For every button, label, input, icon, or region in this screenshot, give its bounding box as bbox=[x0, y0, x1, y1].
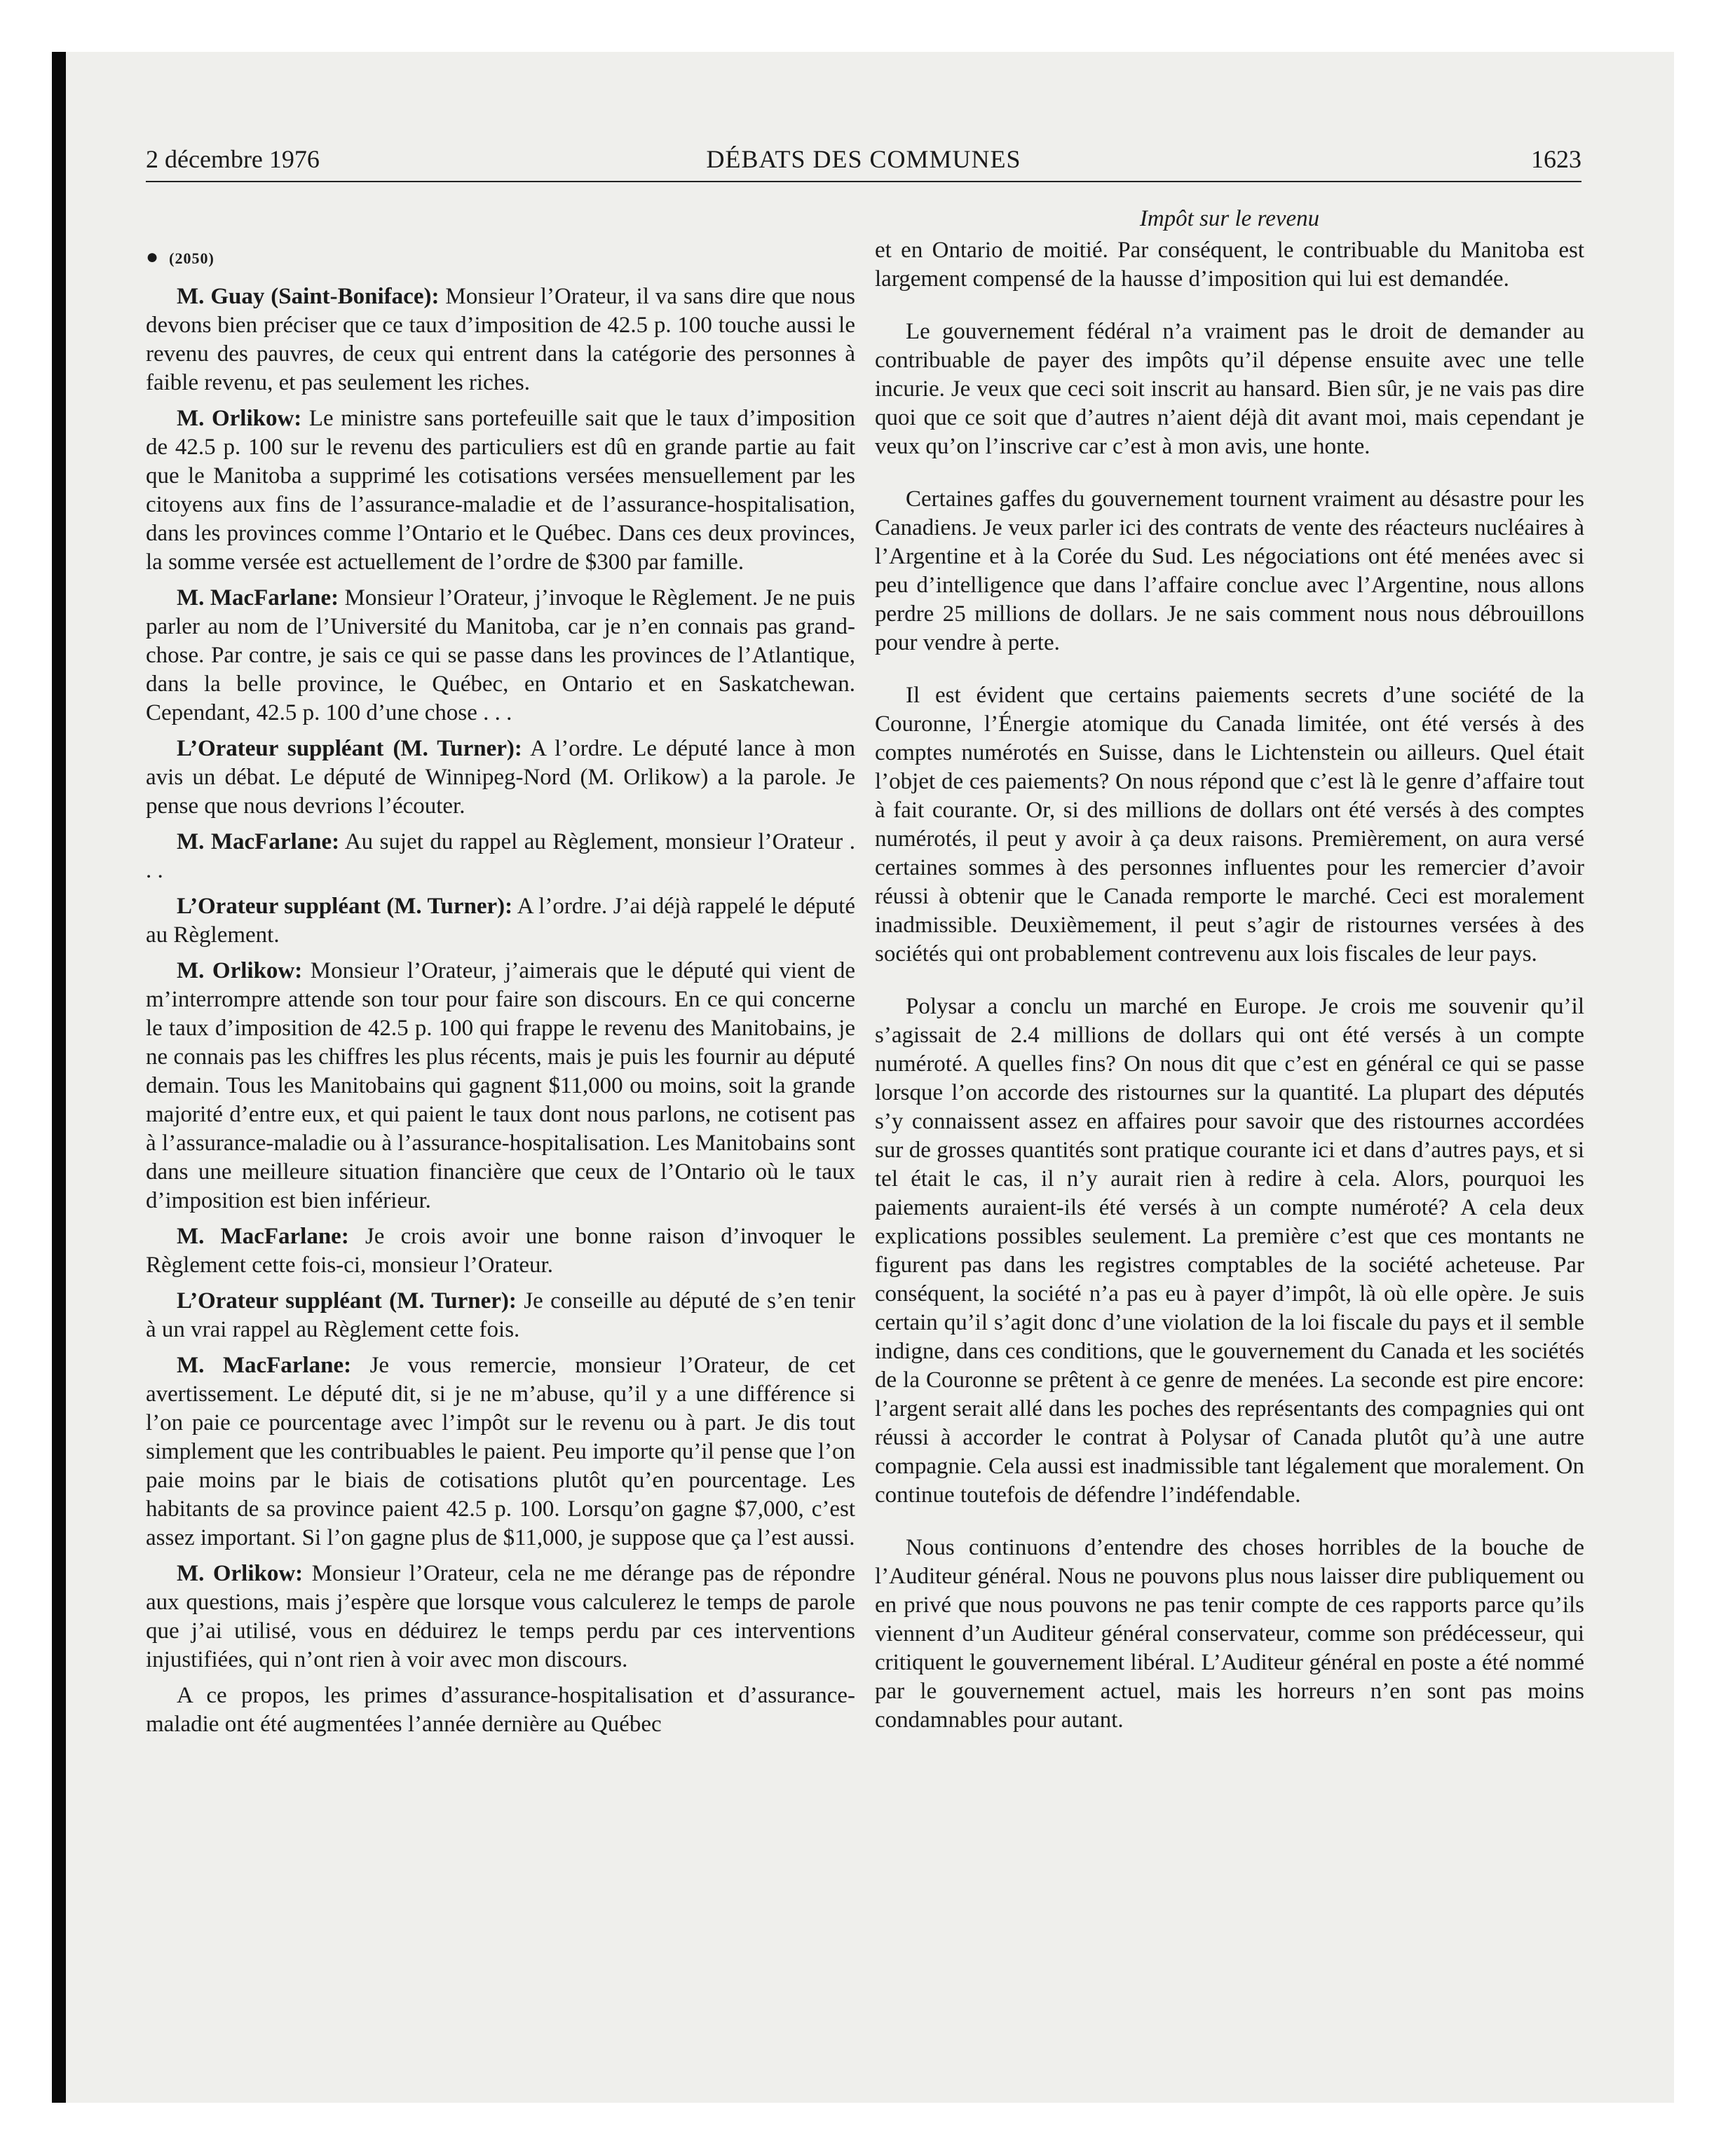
speech-text: Je crois avoir une bonne raison d’invoquer le Règlement cette fois-ci, monsieur l’Orateur. bbox=[146, 1224, 856, 1278]
speech-text: A l’ordre. Le député lance à mon avis un débat. Le député de Winnipeg-Nord (M. Orlikow) a la parole. Je pense que nous devrions l’écouter. bbox=[146, 736, 855, 819]
running-head: Impôt sur le revenu bbox=[1139, 206, 1320, 231]
speech-text: A l’ordre. J’ai déjà rappelé le député au Règlement. bbox=[146, 894, 856, 948]
time-marker-label: (2050) bbox=[169, 250, 215, 267]
paragraph bbox=[146, 1351, 855, 1553]
paragraph bbox=[146, 1287, 855, 1344]
paragraph bbox=[146, 1681, 855, 1739]
paragraph bbox=[146, 735, 855, 821]
speaker-name: M. Orlikow: bbox=[177, 1561, 304, 1586]
speaker-name: M. MacFarlane: bbox=[177, 1224, 349, 1249]
time-marker bbox=[146, 243, 855, 273]
speaker-name: M. Guay (Saint-Boniface): bbox=[177, 284, 440, 309]
paragraph bbox=[146, 1560, 855, 1674]
paragraph: et en Ontario de moitié. Par conséquent, le contribuable du Manitoba est largement compensé de la hausse d’imposition qui lui est demandée. bbox=[875, 238, 1584, 292]
header-page-number: 1623 bbox=[1531, 145, 1581, 173]
paragraph bbox=[146, 404, 855, 577]
right-column bbox=[875, 205, 1584, 1759]
header-rule bbox=[146, 181, 1581, 182]
paragraph bbox=[146, 584, 855, 728]
speech-text: Au sujet du rappel au Règlement, monsieur l’Orateur . . . bbox=[146, 829, 855, 883]
speech-text: A ce propos, les primes d’assurance-hospitalisation et d’assurance-maladie ont été augmentées l’année dernière au Québec bbox=[146, 1683, 855, 1737]
paragraph bbox=[146, 892, 855, 950]
paragraph: Il est évident que certains paiements secrets d’une société de la Couronne, l’Énergie atomique du Canada limitée, ont été versés à des comptes numérotés en Suisse, dans le Lichtenstein ou ailleurs. Quel était l’objet de ces paiements? On nous répond que c’est là le genre d’affaire tout à fait courante. Or, si des millions de dollars ont été versés à des comptes numérotés, il peut y avoir à ça deux raisons. Premièrement, on aura versé certaines sommes à des personnes influentes pour les remercier d’avoir réussi à obtenir que le Canada remporte le marché. Ceci est moralement inadmissible. Deuxièmement, il peut s’agir de ristournes versées à des sociétés qui ont probablement contrevenu aux lois fiscales de leur pays. bbox=[875, 683, 1584, 967]
paragraph bbox=[146, 282, 855, 397]
paragraph: Nous continuons d’entendre des choses horribles de la bouche de l’Auditeur général. Nous ne pouvons plus nous laisser dire publiquement ou en privé que nous pouvons ne pas tenir compte de ces rapports parce qu’ils viennent d’un Auditeur général conservateur, comme son prédécesseur, qui critiquent le gouvernement libéral. L’Auditeur général en poste a été nommé par le gouvernement actuel, mais les horreurs n’en sont pas moins condamnables pour autant. bbox=[875, 1535, 1584, 1733]
speaker-name: L’Orateur suppléant (M. Turner): bbox=[177, 736, 522, 761]
paragraph bbox=[146, 828, 855, 885]
header-publication: DÉBATS DES COMMUNES bbox=[706, 145, 1021, 173]
left-column bbox=[146, 205, 855, 1746]
speaker-name: M. Orlikow: bbox=[177, 406, 302, 431]
paragraph: Polysar a conclu un marché en Europe. Je crois me souvenir qu’il s’agissait de 2.4 millions de dollars qui ont été versés à un compte numéroté. A quelles fins? On nous dit que c’est en général ce qui se passe lorsque l’on accorde des ristournes sur la quantité. La plupart des députés s’y connaissent assez en affaires pour savoir que des ristournes accordées sur de grosses quantités sont pratique courante ici et dans d’autres pays, et si tel était le cas, il n’y aurait rien à redire à cela. Alors, pourquoi les paiements auraient-ils été versés à un compte numéroté? A cela deux explications possibles seulement. La première c’est que ces montants ne figurent pas dans les registres comptables de la société acheteuse. Par conséquent, la société n’a pas eu à payer d’impôt, là où elle opère. Je suis certain qu’il s’agit donc d’une violation de la loi fiscale du pays et il semble indigne, dans ces conditions, que le gouvernement du Canada et les sociétés de la Couronne se prêtent à ce genre de menées. La seconde est pire encore: l’argent serait allé dans les poches des représentants des compagnies qui ont réussi à accorder le contrat à Polysar of Canada plutôt qu’à une autre compagnie. Cela aussi est inadmissible tant légalement que moralement. On continue toutefois de défendre l’indéfendable. bbox=[875, 994, 1584, 1508]
speech-text: Le ministre sans portefeuille sait que le taux d’imposition de 42.5 p. 100 sur le revenu des particuliers est dû en grande partie au fait que le Manitoba a supprimé les cotisations versées mensuellement par les citoyens aux fins de l’assurance-maladie et de l’assurance-hospitalisation, dans les provinces comme l’Ontario et le Québec. Dans ces deux provinces, la somme versée est actuellement de l’ordre de $300 par famille. bbox=[146, 406, 855, 575]
paragraph: Le gouvernement fédéral n’a vraiment pas le droit de demander au contribuable de payer des impôts qu’il dépense ensuite avec une telle incurie. Je veux que ceci soit inscrit au hansard. Bien sûr, je ne vais pas dire quoi que ce soit que d’autres n’aient déjà dit avant moi, mais cependant je veux qu’on l’inscrive car c’est à mon avis, une honte. bbox=[875, 319, 1584, 459]
speaker-name: L’Orateur suppléant (M. Turner): bbox=[177, 894, 513, 919]
paragraph bbox=[146, 1222, 855, 1280]
speech-text: Monsieur l’Orateur, il va sans dire que nous devons bien préciser que ce taux d’imposition de 42.5 p. 100 touche aussi le revenu des pauvres, de ceux qui entrent dans la catégorie des personnes à faible revenu, et pas seulement les riches. bbox=[146, 284, 855, 395]
speech-text: Monsieur l’Orateur, j’aimerais que le député qui vient de m’interrompre attende son tour pour faire son discours. En ce qui concerne le taux d’imposition de 42.5 p. 100 qui frappe le revenu des Manitobains, je ne connais pas les chiffres les plus récents, mais je puis les fournir au député demain. Tous les Manitobains qui gagnent $11,000 ou moins, soit la grande majorité d’entre eux, et qui paient le taux dont nous parlons, ne cotisent pas à l’assurance-maladie ou à l’assurance-hospitalisation. Les Manitobains sont dans une meilleure situation financière que ceux de l’Ontario où le taux d’imposition est bien inférieur. bbox=[146, 958, 855, 1213]
speaker-name: M. MacFarlane: bbox=[177, 829, 340, 854]
speech-text: Je vous remercie, monsieur l’Orateur, de cet avertissement. Le député dit, si je ne m’abuse, qu’il y a une différence si l’on paie ce pourcentage avec l’impôt sur le revenu ou à part. Je dis tout simplement que les contribuables le paient. Peu importe qu’il pense que l’on paie moins par le biais de cotisations plutôt qu’en pourcentage. Les habitants de sa province paient 42.5 p. 100. Lorsqu’on gagne $7,000, c’est assez important. Si l’on gagne plus de $11,000, je suppose que ça l’est aussi. bbox=[146, 1353, 856, 1550]
scan-binding-edge bbox=[52, 52, 66, 2103]
speaker-name: M. MacFarlane: bbox=[177, 1353, 352, 1378]
speaker-name: M. MacFarlane: bbox=[177, 585, 339, 610]
speaker-name: L’Orateur suppléant (M. Turner): bbox=[177, 1288, 517, 1314]
page-header bbox=[146, 144, 1581, 181]
speech-text: Monsieur l’Orateur, j’invoque le Règlement. Je ne puis parler au nom de l’Université du Manitoba, car je n’en connais pas grand-chose. Par contre, je sais ce qui se passe dans les provinces de l’Atlantique, dans la belle province, le Québec, en Ontario et en Saskatchewan. Cependant, 42.5 p. 100 d’une chose . . . bbox=[146, 585, 856, 725]
speech-text: Monsieur l’Orateur, cela ne me dérange pas de répondre aux questions, mais j’espère que lorsque vous calculerez le temps de parole que j’ai utilisé, vous en déduirez le temps perdu par ces interventions injustifiées, qui n’ont rien à voir avec mon discours. bbox=[146, 1561, 855, 1672]
paragraph bbox=[146, 957, 855, 1215]
speech-text: Je conseille au député de s’en tenir à un vrai rappel au Règlement cette fois. bbox=[146, 1288, 855, 1342]
header-date: 2 décembre 1976 bbox=[146, 145, 320, 173]
paragraph: Certaines gaffes du gouvernement tournent vraiment au désastre pour les Canadiens. Je veux parler ici des contrats de vente des réacteurs nucléaires à l’Argentine et à la Corée du Sud. Les négociations ont été menées avec si peu d’intelligence que dans l’affaire conclue avec l’Argentine, nous allons perdre 25 millions de dollars. Je ne sais comment nous nous débrouillons pour vendre à perte. bbox=[875, 486, 1584, 655]
speaker-name: M. Orlikow: bbox=[177, 958, 303, 983]
bullet-icon: ● bbox=[146, 245, 160, 268]
